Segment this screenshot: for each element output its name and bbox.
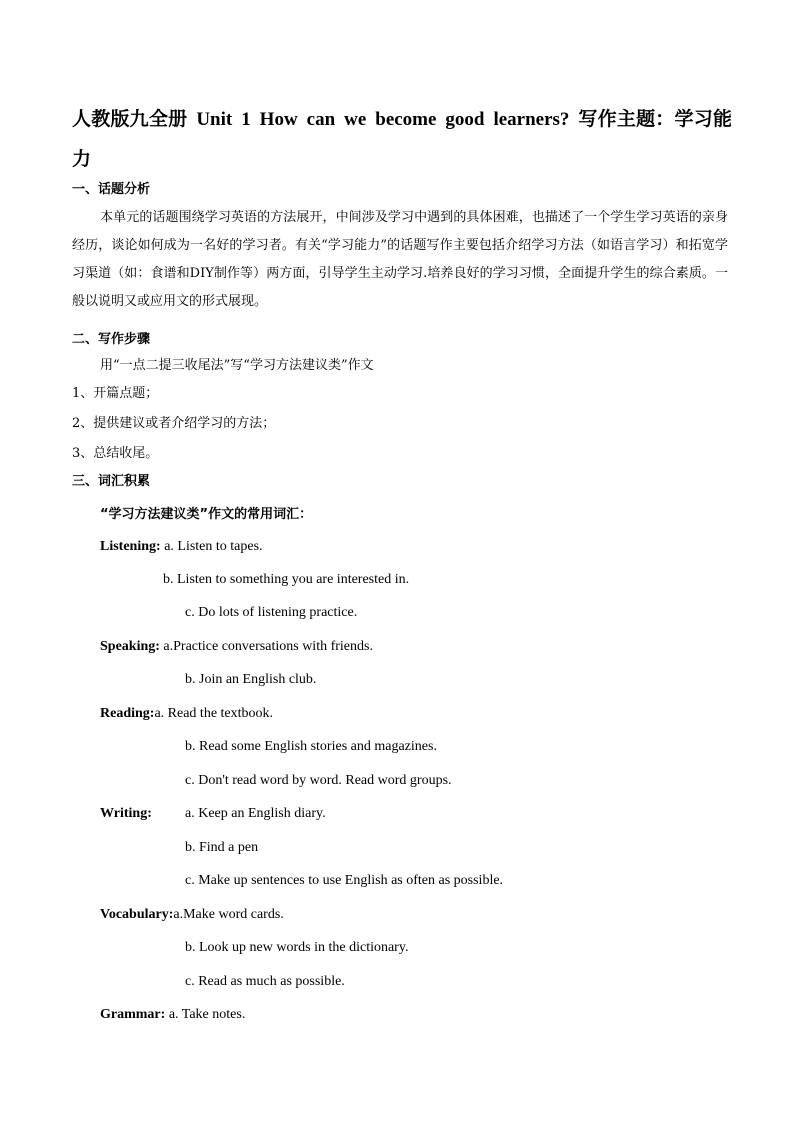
vocab-label: Grammar: (100, 1007, 166, 1022)
document-title-continued: 力 (72, 149, 92, 170)
vocab-group-listening (100, 537, 263, 557)
vocab-item: a. Listen to tapes. (164, 539, 263, 554)
vocab-item: b. Listen to something you are interested in. (163, 572, 410, 587)
vocab-item: b. Read some English stories and magazines. (185, 739, 437, 754)
vocab-item: c. Read as much as possible. (185, 974, 345, 989)
vocab-item: b. Find a pen (185, 840, 259, 855)
vocab-item: a.Practice conversations with friends. (163, 639, 373, 654)
document-title: 人教版九全册 Unit 1 How can we become good learners? 写作主题：学习能 (72, 109, 732, 130)
vocab-label: Writing: (100, 806, 152, 821)
vocab-item: c. Do lots of listening practice. (185, 605, 358, 620)
vocab-label: Reading: (100, 706, 155, 721)
vocab-group-writing (100, 804, 152, 824)
step-3: 3、总结收尾。 (72, 446, 159, 461)
vocab-group-speaking (100, 637, 373, 657)
section-3-heading: 三、词汇积累 (72, 474, 151, 489)
section-1-paragraph-text: 本单元的话题围绕学习英语的方法展开，中间涉及学习中遇到的具体困难，也描述了一个学生学习英语的亲身经历，谈论如何成为一名好的学习者。有关“学习能力”的话题写作主要包括介绍学习方法（如语言学习）和拓宽学习渠道（如：食谱和DIY制作等）两方面，引导学生主动学习.培养良好的学习习惯，全面提升学生的综合素质。一般以说明又或应用文的形式展现。 (72, 210, 728, 309)
section-2-heading: 二、写作步骤 (72, 332, 151, 347)
vocab-item: a. Keep an English diary. (185, 806, 326, 821)
vocab-label: Speaking: (100, 639, 160, 654)
section-3-subheading: “学习方法建议类”作文的常用词汇： (100, 507, 313, 522)
vocab-item: a. Take notes. (168, 1007, 246, 1022)
section-1-paragraph (72, 204, 728, 316)
section-2-intro: 用“一点二提三收尾法”写“学习方法建议类”作文 (100, 358, 374, 373)
vocab-group-grammar (100, 1005, 245, 1025)
step-1: 1、开篇点题； (72, 386, 159, 401)
vocab-item: a.Make word cards. (173, 907, 284, 922)
section-1-heading: 一、话题分析 (72, 182, 151, 197)
vocab-item: c. Don't read word by word. Read word groups. (185, 773, 452, 788)
vocab-item: b. Look up new words in the dictionary. (185, 940, 409, 955)
vocab-label: Vocabulary: (100, 907, 174, 922)
vocab-item: b. Join an English club. (185, 672, 317, 687)
vocab-group-vocabulary (100, 905, 284, 925)
vocab-label: Listening: (100, 539, 161, 554)
step-2: 2、提供建议或者介绍学习的方法； (72, 416, 276, 431)
vocab-group-reading (100, 704, 273, 724)
vocab-item: c. Make up sentences to use English as often as possible. (185, 873, 504, 888)
vocab-item: a. Read the textbook. (154, 706, 274, 721)
